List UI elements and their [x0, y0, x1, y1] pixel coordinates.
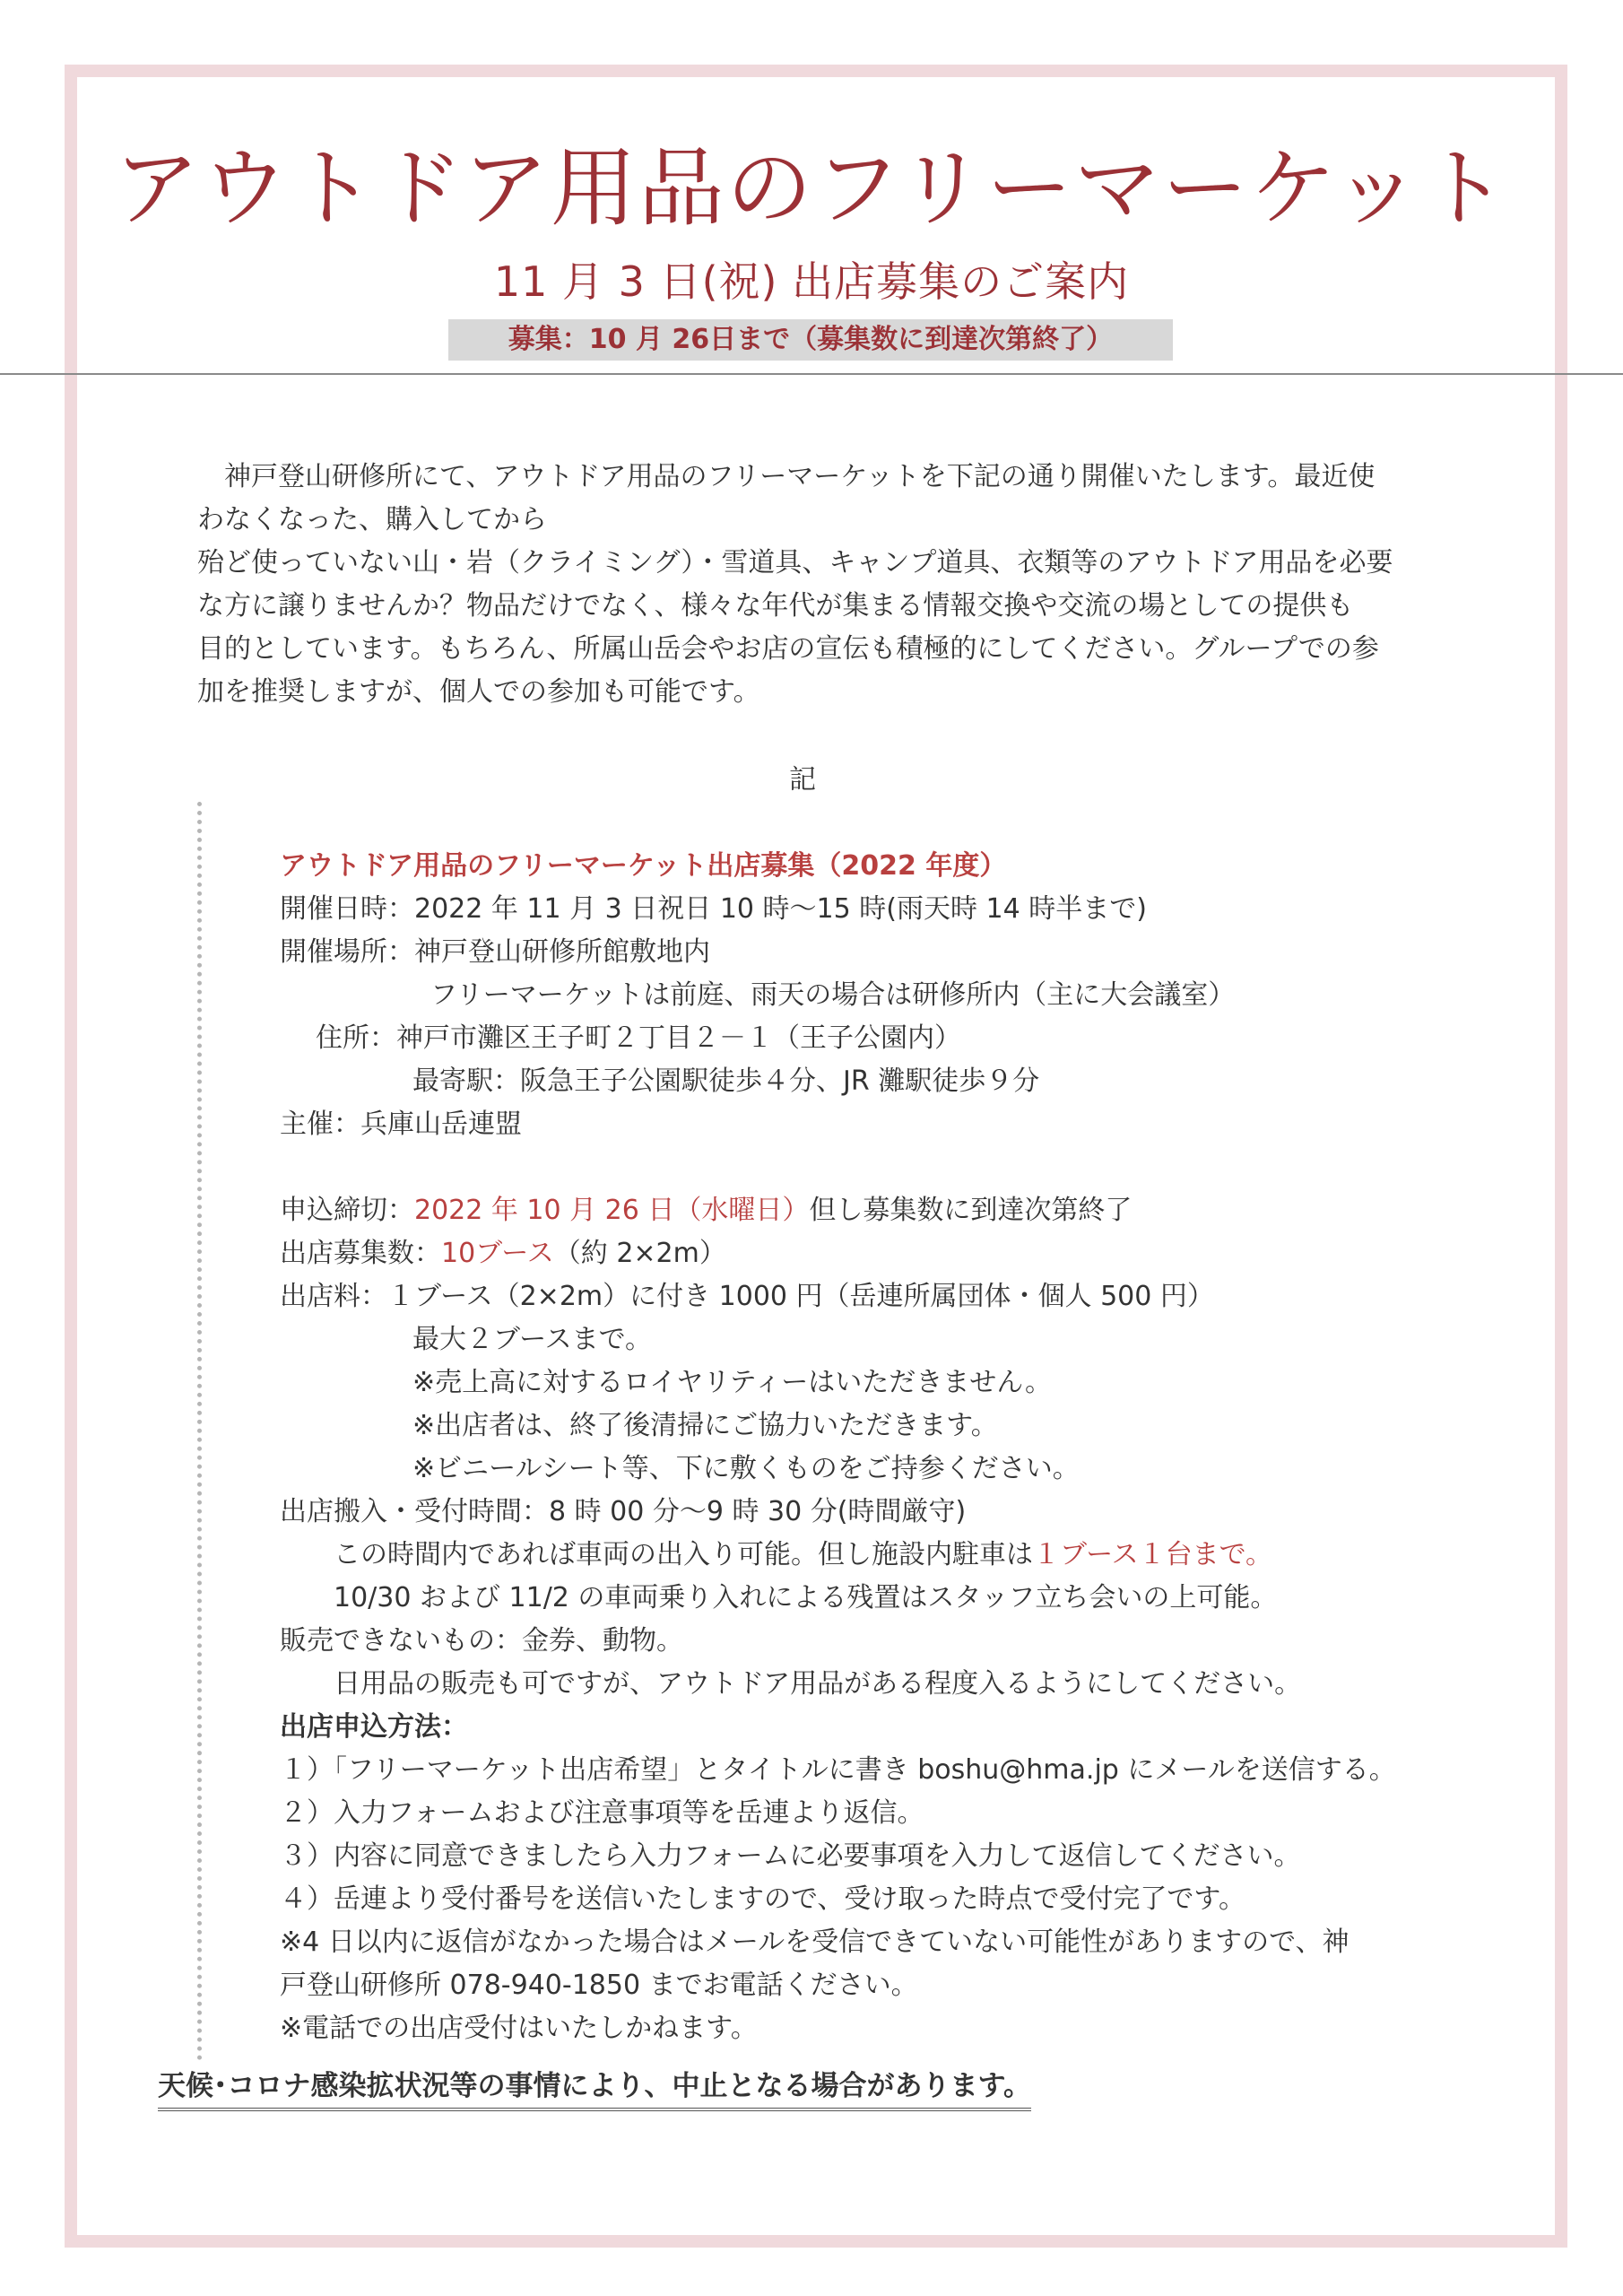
- event-venue: 開催場所：神戸登山研修所館敷地内: [280, 936, 710, 968]
- event-date: 開催日時：2022 年 11 月 3 日祝日 10 時～15 時(雨天時 14 時半まで): [280, 893, 1147, 925]
- booth-fee-note: ※出店者は、終了後清掃にご協力いただきます。: [412, 1410, 998, 1441]
- apply-method-title: 出店申込方法：: [280, 1711, 468, 1743]
- deadline-date: 2022 年 10 月 26 日（水曜日）: [414, 1195, 810, 1226]
- intro-line: 加を推奨しますが、個人での参加も可能です。: [197, 676, 760, 708]
- parking-limit: １ブース１台まで。: [1033, 1539, 1272, 1570]
- cancellation-notice: 天候･コロナ感染拡状況等の事情により、中止となる場合があります。: [158, 2065, 1031, 2111]
- booth-fee: 出店料：１ブース（2×2m）に付き 1000 円（岳連所属団体・個人 500 円）: [280, 1281, 1214, 1312]
- booth-fee-note: ※ビニールシート等、下に敷くものをご持参ください。: [412, 1453, 1080, 1484]
- prohibited-note: 日用品の販売も可ですが、アウトドア用品がある程度入るようにしてください。: [334, 1668, 1302, 1700]
- apply-step: １）「フリーマーケット出店希望」とタイトルに書き boshu@hma.jp にメールを送信する。: [280, 1754, 1396, 1786]
- apply-step: ４）岳連より受付番号を送信いたしますので、受け取った時点で受付完了です。: [280, 1883, 1245, 1915]
- venue-note: フリーマーケットは前庭、雨天の場合は研修所内（主に大会議室）: [430, 979, 1236, 1011]
- booth-fee-note: ※売上高に対するロイヤリティーはいただきません。: [412, 1367, 1053, 1398]
- event-address: 住所：神戸市灘区王子町２丁目２－１（王子公園内）: [316, 1022, 961, 1054]
- intro-line: わなくなった、購入してから: [197, 504, 547, 535]
- prohibited-items: 販売できないもの：金券、動物。: [280, 1625, 683, 1657]
- details-section: [280, 845, 1481, 2050]
- apply-step: ３）内容に同意できましたら入力フォームに必要事項を入力して返信してください。: [280, 1840, 1301, 1872]
- intro-line: な方に譲りませんか？物品だけでなく、様々な年代が集まる情報交換や交流の場としての提供も: [197, 590, 1354, 622]
- booth-fee-max: 最大２ブースまで。: [412, 1324, 652, 1355]
- checkin-note: [280, 1534, 1481, 1577]
- page-title: アウトドア用品のフリーマーケット: [113, 138, 1510, 239]
- booth-count: [280, 1232, 1481, 1275]
- checkin-note-2: 10/30 および 11/2 の車両乗り入れによる残置はスタッフ立ち会いの上可能。: [334, 1582, 1278, 1613]
- application-deadline: [280, 1189, 1481, 1232]
- booth-count-note: （約 2×2m）: [553, 1238, 726, 1269]
- spacer: [280, 1146, 1481, 1189]
- ki-heading: 記: [789, 764, 816, 796]
- booth-count-value: 10ブース: [441, 1238, 554, 1269]
- apply-step: ２）入力フォームおよび注意事項等を岳連より返信。: [280, 1797, 924, 1829]
- reply-note: 戸登山研修所 078-940-1850 までお電話ください。: [280, 1970, 918, 2001]
- intro-line: 神戸登山研修所にて、アウトドア用品のフリーマーケットを下記の通り開催いたします。最近使: [197, 461, 1376, 492]
- deadline-label: 申込締切：: [280, 1195, 414, 1226]
- booth-count-label: 出店募集数：: [280, 1238, 441, 1269]
- checkin-time: 出店搬入・受付時間：8 時 00 分～9 時 30 分(時間厳守): [280, 1496, 967, 1527]
- header-divider: [0, 373, 1623, 375]
- phone-note: ※電話での出店受付はいたしかねます。: [280, 2013, 758, 2044]
- checkin-note-text: この時間内であれば車両の出入り可能。但し施設内駐車は: [334, 1539, 1033, 1570]
- deadline-note: 但し募集数に到達次第終了: [809, 1195, 1133, 1226]
- page-subtitle: 11 月 3 日(祝) 出店募集のご案内: [493, 257, 1130, 306]
- nearest-station: 最寄駅：阪急王子公園駅徒歩４分、JR 灘駅徒歩９分: [412, 1065, 1040, 1097]
- deadline-banner: 募集：10 月 26日まで（募集数に到達次第終了）: [448, 319, 1173, 361]
- section-title: アウトドア用品のフリーマーケット出店募集（2022 年度）: [280, 850, 1007, 882]
- reply-note: ※4 日以内に返信がなかった場合はメールを受信できていない可能性がありますので、神: [280, 1926, 1350, 1958]
- organizer: 主催：兵庫山岳連盟: [280, 1109, 522, 1140]
- intro-paragraph: [197, 456, 1435, 714]
- dotted-margin-line: [197, 802, 202, 2061]
- intro-line: 殆ど使っていない山・岩（クライミング）・雪道具、キャンプ道具、衣類等のアウトドア用品を必要: [197, 547, 1393, 578]
- intro-line: 目的としています。もちろん、所属山岳会やお店の宣伝も積極的にしてください。グループでの参: [197, 633, 1379, 665]
